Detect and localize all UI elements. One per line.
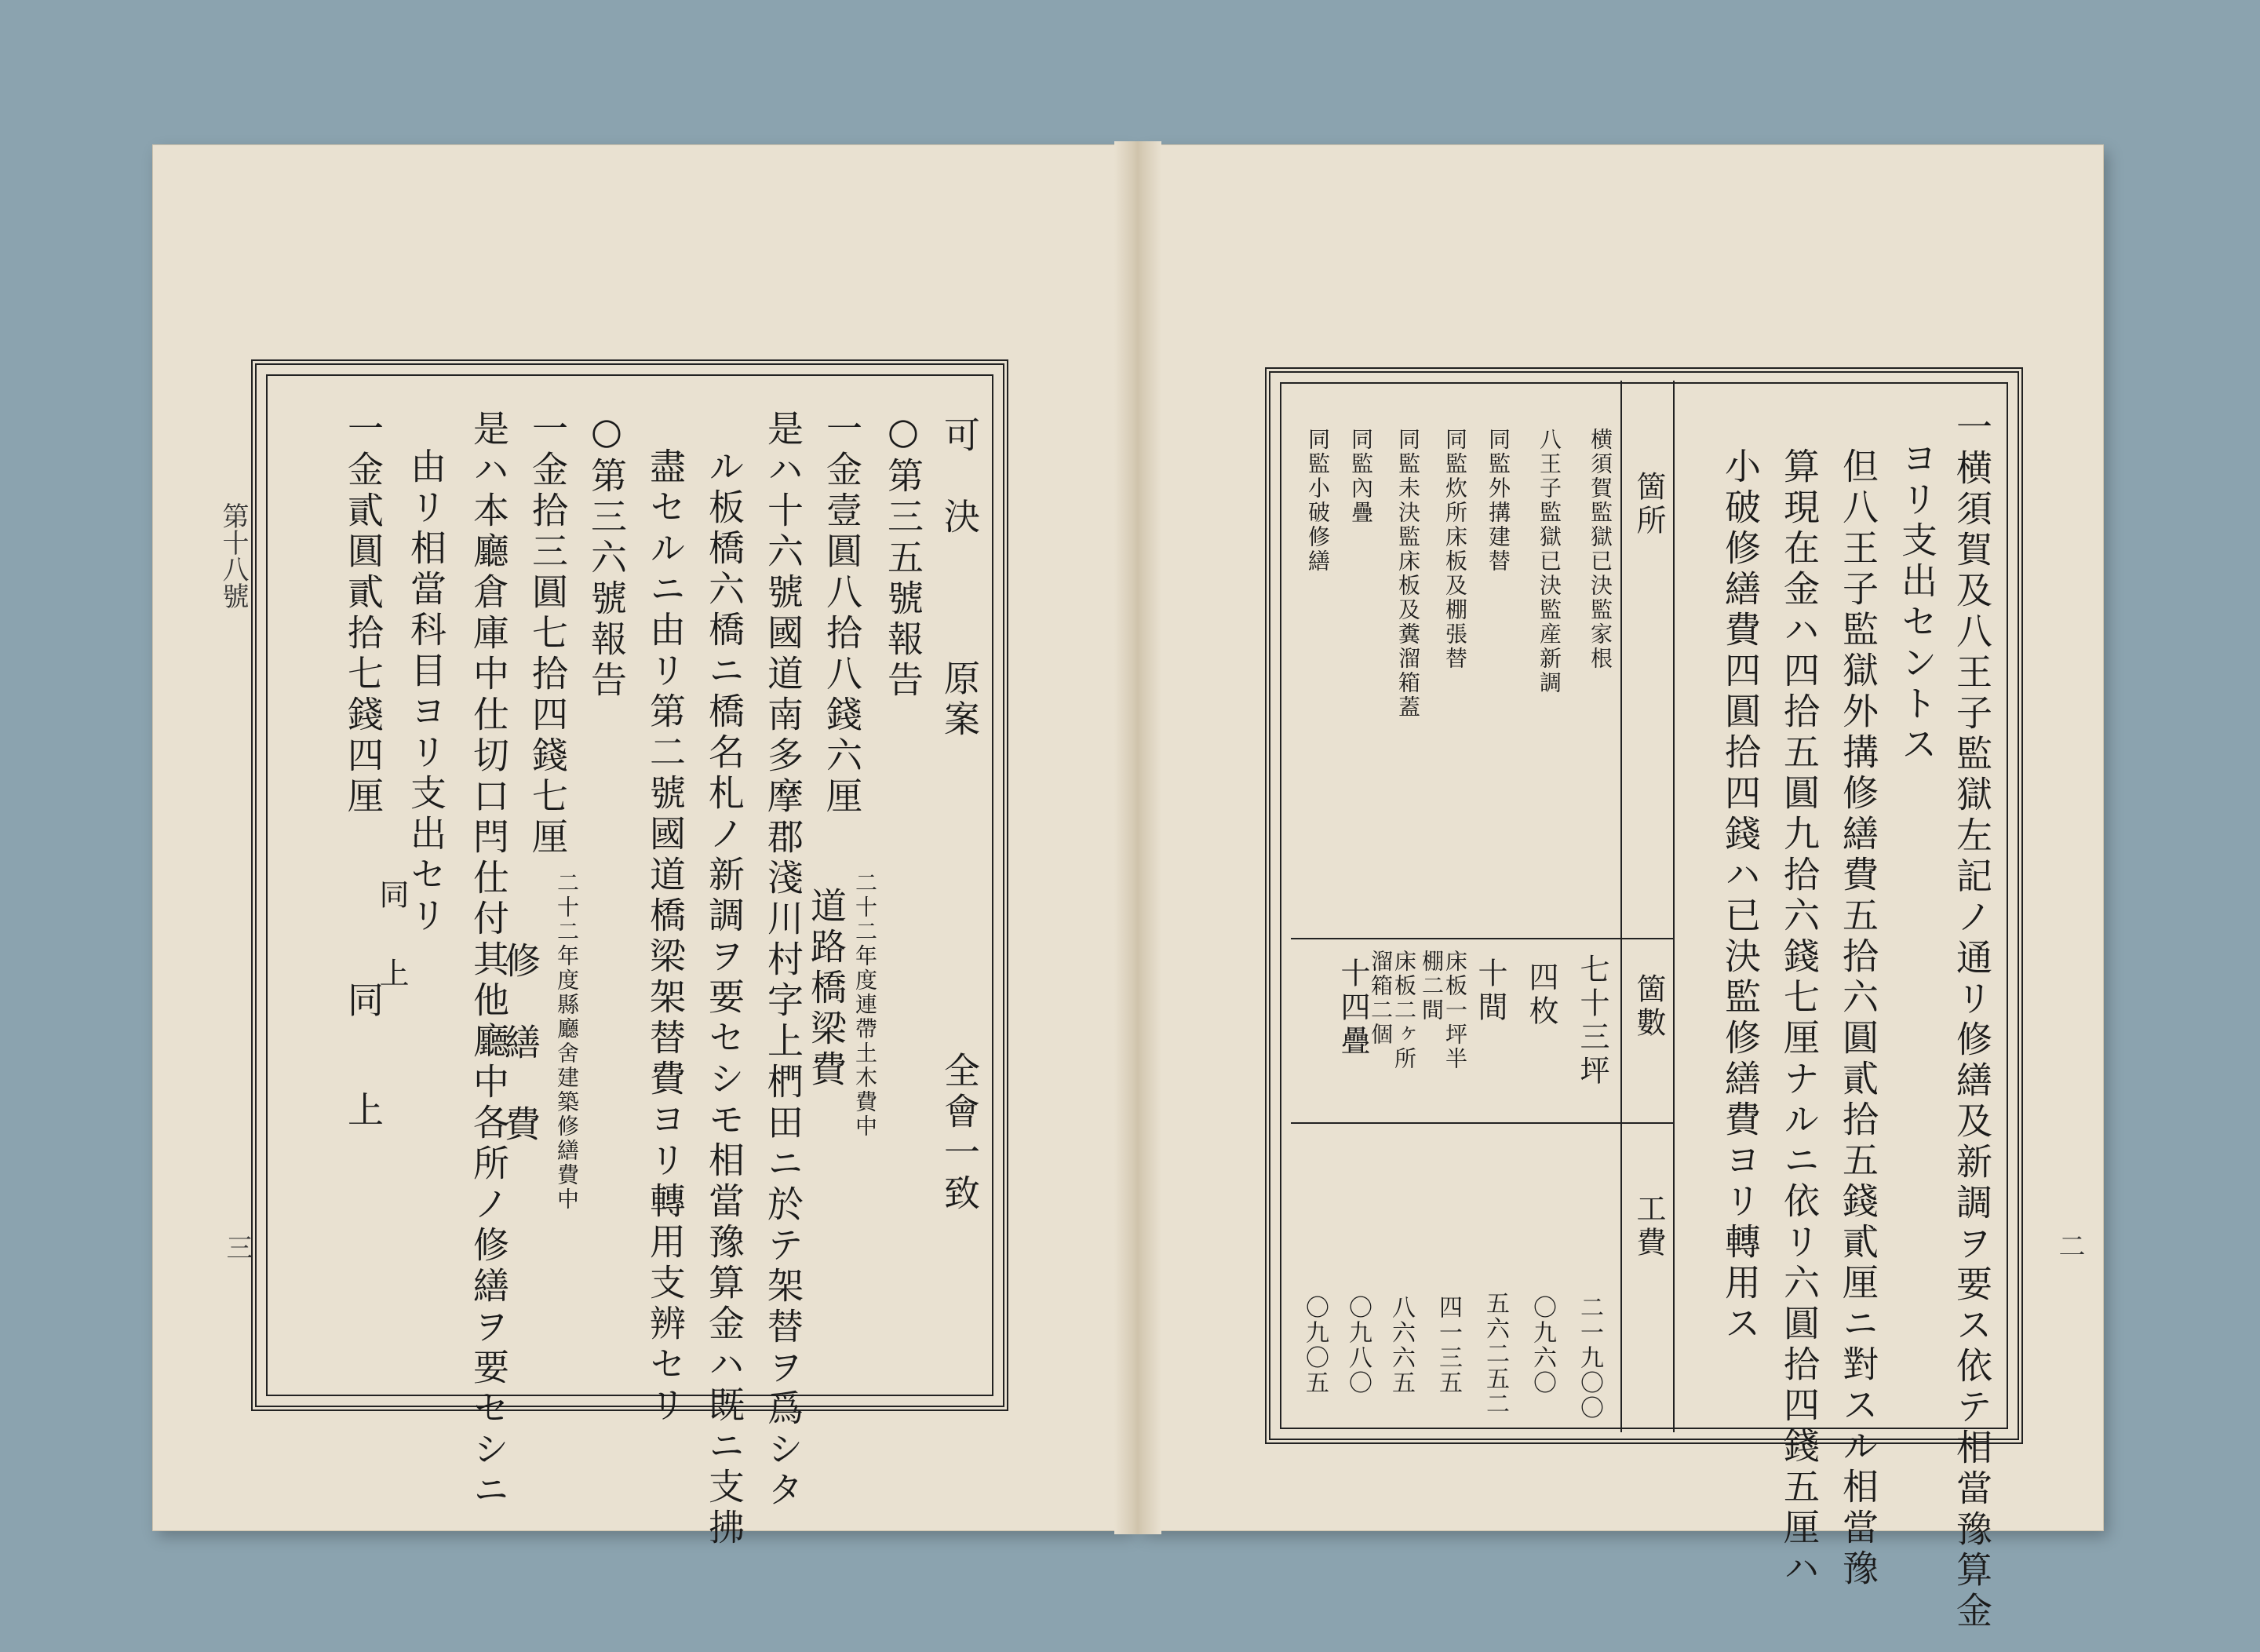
decision-label: 可 決 [939, 416, 981, 538]
header-place: 箇所 [1631, 471, 1666, 538]
running-header: 第十八號 [217, 502, 249, 609]
item-3-same-2: 上 [342, 1091, 385, 1132]
report-35-title: ○第三五號報告 [882, 410, 924, 702]
row-place: 同監外搆建替 [1485, 428, 1511, 574]
table-row-rule-2 [1291, 1122, 1673, 1124]
row-count: 十四疊 [1336, 957, 1370, 1059]
report-36-body-1: 是ハ本廳倉庫中仕切口閂仕付其他廳中各所ノ修繕ヲ要セシニ [468, 410, 510, 1512]
report-36-amount: 一金拾三圓七拾四錢七厘 [527, 410, 569, 859]
row-count: 七十三坪 [1575, 954, 1609, 1089]
row-place: 同監未決監床板及糞溜箱蓋 [1395, 428, 1421, 720]
row-cost: 二一九〇〇 [1576, 1295, 1603, 1420]
row-count-2: 棚二間 [1419, 950, 1445, 1023]
report-35-body-1: 是ハ十六號國道南多摩郡淺川村字上椚田ニ於テ架替ヲ爲シタ [762, 410, 804, 1512]
decision-original: 原案 [939, 659, 981, 741]
row-count: 床板一坪半 [1442, 950, 1468, 1071]
book-gutter [1114, 141, 1161, 1534]
row-count: 床板二ヶ所 [1391, 950, 1417, 1071]
row-cost: 八六六五 [1387, 1295, 1415, 1395]
row-cost: 四一三五 [1434, 1295, 1462, 1395]
right-body-3: 但八王子監獄外搆修繕費五拾六圓貳拾五錢貳厘ニ對スル相當豫 [1837, 447, 1879, 1590]
row-place: 同監小破修繕 [1305, 428, 1331, 574]
row-cost: 五六二五二 [1482, 1291, 1509, 1417]
report-35-body-3: 盡セルニ由リ第二號國道橋梁架替費ヨリ轉用支辨セリ [644, 447, 687, 1427]
header-count: 箇數 [1631, 973, 1666, 1041]
page-number-left: 三 [221, 1234, 253, 1260]
row-count: 四枚 [1524, 961, 1558, 1029]
row-place: 同監炊所床板及棚張替 [1442, 428, 1468, 671]
report-36-same-1: 同 [374, 879, 409, 913]
item-3-amount: 一金貳圓貳拾七錢四厘 [342, 410, 385, 818]
row-cost: 〇九六〇 [1529, 1295, 1556, 1395]
report-36-title: ○第三六號報告 [585, 410, 628, 702]
right-body-2: ヨリ支出セントス [1896, 439, 1938, 766]
row-cost: 〇九八〇 [1344, 1295, 1372, 1395]
row-count-2: 溜箱二個 [1368, 950, 1394, 1047]
right-body-4: 算現在金ハ四拾五圓九拾六錢七厘ナルニ依リ六圓拾四錢五厘ハ [1778, 447, 1821, 1590]
item-3-same-1: 同 [342, 981, 385, 1022]
report-35-amount: 一金壹圓八拾八錢六厘 [821, 410, 863, 818]
decision-unanimous: 全會一致 [939, 1052, 981, 1215]
report-36-same-2: 上 [374, 957, 409, 991]
table-row-rule-1 [1291, 938, 1673, 939]
report-36-item: 修 繕 費 [499, 942, 541, 1146]
right-body-1: 一横須賀及八王子監獄左記ノ通リ修繕及新調ヲ要ス依テ相當豫算金 [1951, 408, 1993, 1632]
row-cost: 〇九〇五 [1301, 1295, 1329, 1395]
report-35-note: 二十二年度連帶土木費中 [852, 871, 878, 1139]
report-35-item: 道路橋梁費 [805, 887, 848, 1091]
table-header-rule [1620, 381, 1622, 1432]
report-36-note: 二十二年度縣廳舍建築修繕費中 [554, 871, 580, 1212]
row-place: 八王子監獄已決監産新調 [1536, 428, 1562, 695]
report-35-body-2: ル板橋六橋ニ橋名札ノ新調ヲ要セシモ相當豫算金ハ既ニ支拂 [703, 447, 745, 1549]
header-cost: 工費 [1631, 1193, 1666, 1260]
row-count: 十間 [1473, 957, 1507, 1025]
report-36-body-2: 由リ相當科目ヨリ支出セリ [405, 447, 447, 937]
right-body-5: 小破修繕費四圓拾四錢ハ已決監修繕費ヨリ轉用ス [1719, 447, 1762, 1345]
table-rule-right [1673, 381, 1675, 1432]
page-number-right: 二 [2054, 1232, 2085, 1259]
row-place: 横須賀監獄已決監家根 [1587, 428, 1613, 671]
row-place: 同監內疊 [1348, 428, 1374, 525]
